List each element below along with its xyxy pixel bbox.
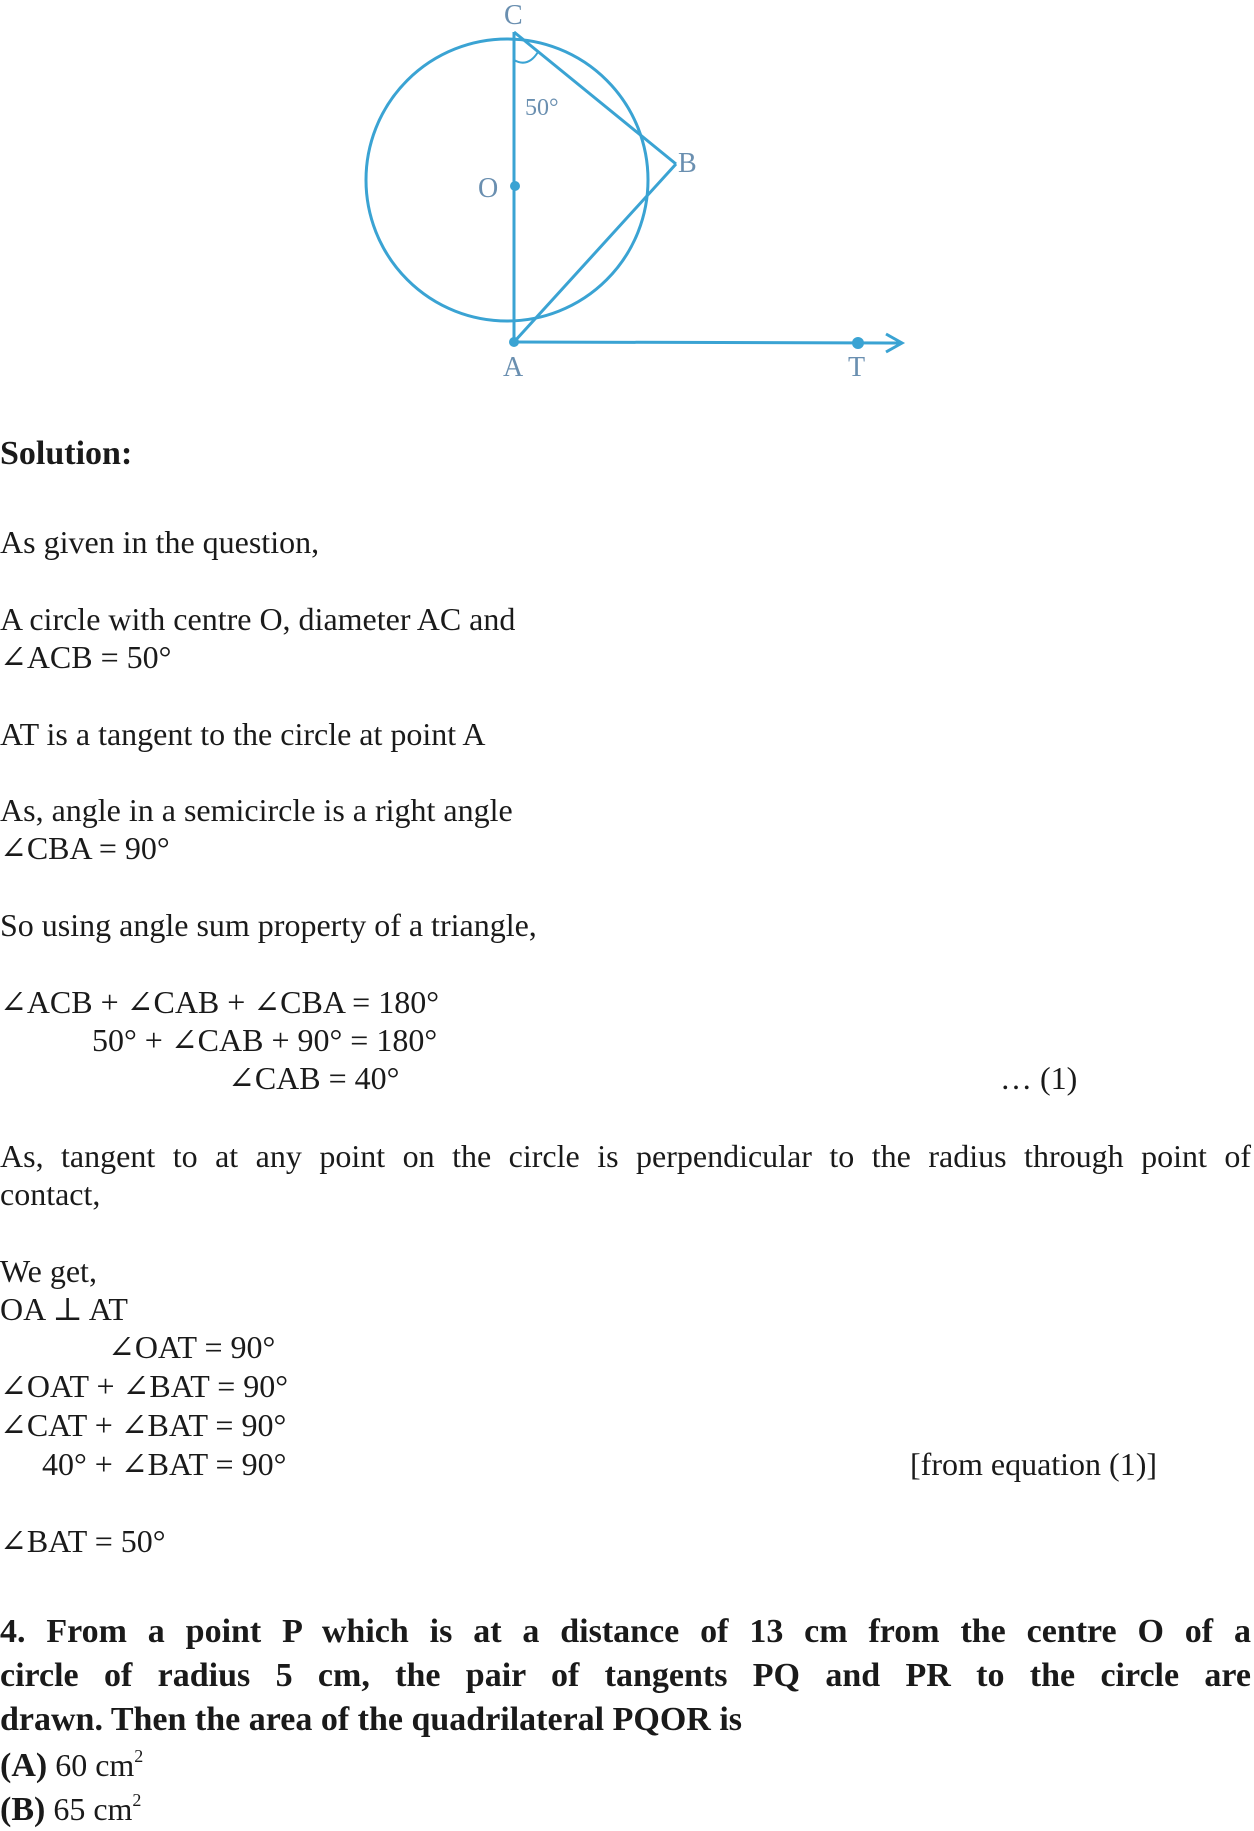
- text-line: As, angle in a semicircle is a right angle: [0, 792, 513, 828]
- solution-heading: Solution:: [0, 435, 133, 472]
- option-unit-power: 2: [132, 1790, 142, 1810]
- option-key: (B): [0, 1791, 46, 1828]
- text-line: As, tangent to at any point on the circle is perpendicular to the radius through point of: [0, 1138, 1251, 1174]
- equation-line: ∠OAT + ∠BAT = 90°: [0, 1368, 289, 1404]
- text-line: As given in the question,: [0, 524, 320, 560]
- label-angle: 50°: [525, 95, 559, 121]
- equation-line: ∠ACB = 50°: [0, 639, 172, 675]
- label-a: A: [503, 352, 524, 383]
- option-b: [0, 1791, 141, 1829]
- angle-arc: [514, 52, 538, 63]
- equation-reference: [from equation (1)]: [910, 1446, 1158, 1482]
- equation-line: ∠CAB = 40°: [228, 1060, 400, 1096]
- option-unit-power: 2: [134, 1746, 144, 1766]
- label-b: B: [678, 148, 697, 179]
- label-o: O: [478, 173, 499, 204]
- question-line: circle of radius 5 cm, the pair of tangents PQ and PR to the circle are: [0, 1657, 1251, 1694]
- equation-line: 40° + ∠BAT = 90°: [42, 1446, 287, 1482]
- circle: [366, 39, 648, 321]
- label-c: C: [504, 0, 523, 31]
- chord-ab: [514, 164, 676, 342]
- question-line: drawn. Then the area of the quadrilateral PQOR is: [0, 1701, 743, 1738]
- text-line: We get,: [0, 1253, 97, 1289]
- option-value: 60 cm: [55, 1747, 135, 1783]
- option-value: 65 cm: [53, 1791, 133, 1827]
- equation-line: ∠CAT + ∠BAT = 90°: [0, 1407, 287, 1443]
- equation-line: ∠OAT = 90°: [108, 1329, 276, 1365]
- equation-line: OA ⊥ AT: [0, 1291, 128, 1327]
- equation-line: ∠CBA = 90°: [0, 830, 170, 866]
- tangent-at: [514, 342, 902, 343]
- option-key: (A): [0, 1747, 48, 1784]
- text-line: So using angle sum property of a triangle,: [0, 907, 537, 943]
- question-text: [0, 1610, 1251, 1742]
- text-line: AT is a tangent to the circle at point A: [0, 716, 486, 752]
- centre-point: [510, 181, 520, 191]
- equation-line: 50° + ∠CAB + 90° = 180°: [92, 1022, 438, 1058]
- equation-reference: … (1): [1000, 1060, 1078, 1096]
- label-t: T: [848, 352, 866, 383]
- question-line: 4. From a point P which is at a distance of 13 cm from the centre O of a: [0, 1613, 1251, 1650]
- point-t: [852, 337, 864, 349]
- circle-tangent-diagram: [340, 0, 920, 390]
- equation-line: ∠ACB + ∠CAB + ∠CBA = 180°: [0, 984, 439, 1020]
- text-line: contact,: [0, 1176, 101, 1212]
- equation-line: ∠BAT = 50°: [0, 1523, 166, 1559]
- point-a: [509, 337, 519, 347]
- option-a: [0, 1747, 143, 1785]
- text-line: A circle with centre O, diameter AC and: [0, 601, 516, 637]
